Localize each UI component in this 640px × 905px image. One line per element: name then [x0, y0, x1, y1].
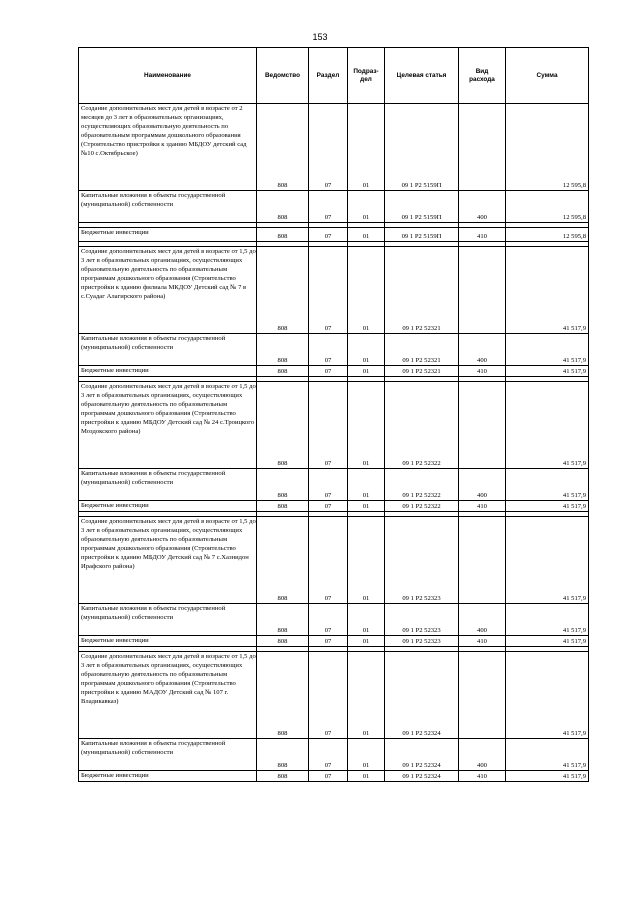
cell-subsection: 01 [348, 771, 385, 782]
cell-expense-type [459, 247, 506, 334]
cell-department: 808 [257, 517, 309, 604]
cell-subsection: 01 [348, 247, 385, 334]
cell-department: 808 [257, 366, 309, 377]
cell-target: 09 1 P2 5159П [385, 228, 459, 242]
cell-expense-type [459, 104, 506, 191]
cell-section: 07 [309, 501, 348, 512]
cell-name: Бюджетные инвестиции [79, 366, 257, 377]
cell-subsection: 01 [348, 501, 385, 512]
cell-amount: 41 517,9 [506, 652, 589, 739]
cell-amount: 41 517,9 [506, 382, 589, 469]
cell-target: 09 1 P2 52323 [385, 636, 459, 647]
cell-target: 09 1 P2 52322 [385, 501, 459, 512]
cell-subsection: 01 [348, 517, 385, 604]
header-section: Раздел [309, 48, 348, 104]
cell-target: 09 1 P2 52323 [385, 604, 459, 636]
cell-expense-type: 400 [459, 604, 506, 636]
cell-target: 09 1 P2 52323 [385, 517, 459, 604]
cell-department: 808 [257, 771, 309, 782]
cell-subsection: 01 [348, 604, 385, 636]
cell-section: 07 [309, 366, 348, 377]
header-department: Ведомство [257, 48, 309, 104]
cell-expense-type: 410 [459, 501, 506, 512]
cell-expense-type [459, 517, 506, 604]
cell-expense-type: 400 [459, 739, 506, 771]
cell-subsection: 01 [348, 334, 385, 366]
cell-section: 07 [309, 228, 348, 242]
table-row [79, 771, 589, 782]
cell-target: 09 1 P2 52322 [385, 382, 459, 469]
table-row [79, 104, 589, 191]
header-amount: Сумма [506, 48, 589, 104]
cell-name: Создание дополнительных мест для детей в возрасте от 1,5 до 3 лет в образовательных организациях, осуществляющих образовательную деятельность по образовательным программам дошкольного образования (Строительство пристройки к зданию МБДОУ Детский сад № 7 с.Хазнидон Ирафского района) [79, 517, 257, 604]
cell-expense-type: 400 [459, 191, 506, 223]
cell-section: 07 [309, 636, 348, 647]
cell-subsection: 01 [348, 191, 385, 223]
cell-name: Создание дополнительных мест для детей в возрасте от 1,5 до 3 лет в образовательных организациях, осуществляющих образовательную деятельность по образовательным программам дошкольного образования (Строительство пристройки к зданию МБДОУ Детский сад № 24 с.Троицкого Моздокского района) [79, 382, 257, 469]
cell-name: Создание дополнительных мест для детей в возрасте от 2 месяцев до 3 лет в образовательных организациях, осуществляющих образовательную деятельность по образовательным программам дошкольного образования (Строительство пристройки к зданию МБДОУ детский сад №10 с.Октябрьское) [79, 104, 257, 191]
cell-department: 808 [257, 469, 309, 501]
table-row [79, 604, 589, 636]
cell-section: 07 [309, 334, 348, 366]
cell-name: Создание дополнительных мест для детей в возрасте от 1,5 до 3 лет в образовательных организациях, осуществляющих образовательную деятельность по образовательным программам дошкольного образования (Строительство пристройки к зданию МАДОУ Детский сад № 107 г. Владикавказ) [79, 652, 257, 739]
cell-subsection: 01 [348, 469, 385, 501]
cell-section: 07 [309, 469, 348, 501]
cell-expense-type: 400 [459, 469, 506, 501]
cell-amount: 41 517,9 [506, 771, 589, 782]
budget-table [78, 47, 589, 782]
cell-name: Капитальные вложения в объекты государственной (муниципальной) собственности [79, 604, 257, 636]
cell-target: 09 1 P2 5159П [385, 191, 459, 223]
cell-subsection: 01 [348, 104, 385, 191]
cell-name: Бюджетные инвестиции [79, 636, 257, 647]
cell-target: 09 1 P2 52324 [385, 739, 459, 771]
cell-department: 808 [257, 636, 309, 647]
cell-subsection: 01 [348, 228, 385, 242]
table-row [79, 334, 589, 366]
cell-subsection: 01 [348, 739, 385, 771]
cell-name: Капитальные вложения в объекты государственной (муниципальной) собственности [79, 334, 257, 366]
cell-amount: 41 517,9 [506, 739, 589, 771]
header-name: Наименование [79, 48, 257, 104]
header-target: Целевая статья [385, 48, 459, 104]
cell-expense-type: 410 [459, 228, 506, 242]
cell-target: 09 1 P2 5159П [385, 104, 459, 191]
cell-amount: 41 517,9 [506, 636, 589, 647]
header-expense-type: Вид расхода [459, 48, 506, 104]
cell-target: 09 1 P2 52324 [385, 652, 459, 739]
cell-section: 07 [309, 247, 348, 334]
cell-department: 808 [257, 228, 309, 242]
header-subsection: Подраз- дел [348, 48, 385, 104]
table-row [79, 652, 589, 739]
table-header [79, 48, 589, 104]
cell-name: Бюджетные инвестиции [79, 228, 257, 242]
table-row [79, 382, 589, 469]
cell-expense-type: 410 [459, 636, 506, 647]
cell-section: 07 [309, 191, 348, 223]
cell-target: 09 1 P2 52321 [385, 247, 459, 334]
table-row [79, 517, 589, 604]
cell-name: Бюджетные инвестиции [79, 501, 257, 512]
table-row [79, 739, 589, 771]
cell-department: 808 [257, 191, 309, 223]
cell-department: 808 [257, 334, 309, 366]
cell-subsection: 01 [348, 382, 385, 469]
cell-department: 808 [257, 604, 309, 636]
cell-subsection: 01 [348, 652, 385, 739]
cell-amount: 41 517,9 [506, 501, 589, 512]
cell-subsection: 01 [348, 636, 385, 647]
cell-expense-type: 410 [459, 771, 506, 782]
cell-target: 09 1 P2 52321 [385, 366, 459, 377]
cell-amount: 12 595,8 [506, 228, 589, 242]
cell-name: Капитальные вложения в объекты государственной (муниципальной) собственности [79, 469, 257, 501]
cell-section: 07 [309, 739, 348, 771]
cell-amount: 41 517,9 [506, 247, 589, 334]
cell-expense-type [459, 652, 506, 739]
cell-name: Создание дополнительных мест для детей в возрасте от 1,5 до 3 лет в образовательных организациях, осуществляющих образовательную деятельность по образовательным программам дошкольного образования (Строительство пристройки к зданию филиала МКДОУ Детский сад № 7 в с.Суадаг Алагирского района) [79, 247, 257, 334]
table-row [79, 247, 589, 334]
cell-amount: 41 517,9 [506, 604, 589, 636]
cell-target: 09 1 P2 52322 [385, 469, 459, 501]
cell-name: Капитальные вложения в объекты государственной (муниципальной) собственности [79, 739, 257, 771]
cell-section: 07 [309, 771, 348, 782]
cell-department: 808 [257, 501, 309, 512]
cell-section: 07 [309, 382, 348, 469]
cell-expense-type [459, 382, 506, 469]
cell-name: Бюджетные инвестиции [79, 771, 257, 782]
cell-department: 808 [257, 652, 309, 739]
table-row [79, 228, 589, 242]
cell-target: 09 1 P2 52324 [385, 771, 459, 782]
cell-amount: 41 517,9 [506, 366, 589, 377]
cell-department: 808 [257, 247, 309, 334]
cell-name: Капитальные вложения в объекты государственной (муниципальной) собственности [79, 191, 257, 223]
cell-amount: 41 517,9 [506, 469, 589, 501]
cell-amount: 12 595,8 [506, 104, 589, 191]
cell-subsection: 01 [348, 366, 385, 377]
cell-target: 09 1 P2 52321 [385, 334, 459, 366]
table-row [79, 469, 589, 501]
cell-expense-type: 400 [459, 334, 506, 366]
cell-department: 808 [257, 739, 309, 771]
page-number: 153 [312, 32, 328, 42]
cell-section: 07 [309, 652, 348, 739]
cell-expense-type: 410 [459, 366, 506, 377]
cell-department: 808 [257, 382, 309, 469]
cell-section: 07 [309, 517, 348, 604]
table-row [79, 636, 589, 647]
cell-amount: 12 595,8 [506, 191, 589, 223]
table-row [79, 366, 589, 377]
cell-amount: 41 517,9 [506, 334, 589, 366]
cell-department: 808 [257, 104, 309, 191]
table-body [79, 104, 589, 782]
cell-section: 07 [309, 104, 348, 191]
cell-section: 07 [309, 604, 348, 636]
table-row [79, 501, 589, 512]
table-row [79, 191, 589, 223]
cell-amount: 41 517,9 [506, 517, 589, 604]
